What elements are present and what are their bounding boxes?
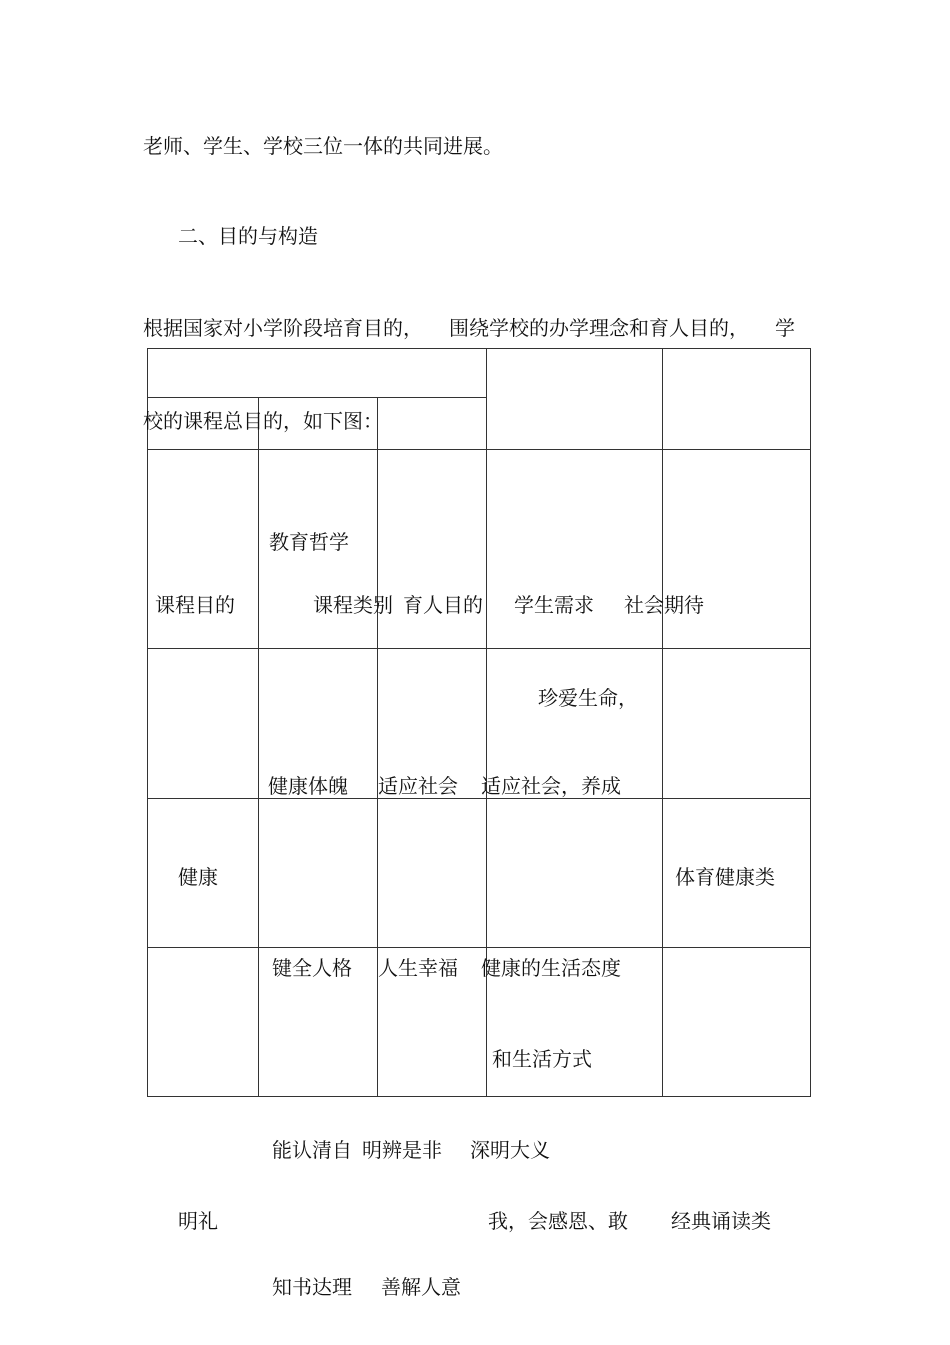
table-line bbox=[147, 449, 811, 450]
student-needs-line-3: 健康的生活态度 bbox=[481, 956, 621, 980]
below-nurture-line-1: 明辨是非 bbox=[362, 1138, 442, 1162]
table-line bbox=[147, 648, 811, 649]
below-student-needs-line-2: 我，会感恩、敢 bbox=[488, 1209, 628, 1233]
table-line bbox=[147, 348, 148, 1097]
table-line bbox=[486, 348, 487, 1097]
goal-health: 健康 bbox=[178, 865, 218, 889]
table-line bbox=[377, 397, 378, 1097]
header-course-goal: 课程目的 bbox=[155, 593, 235, 617]
philosophy-line-2: 键全人格 bbox=[272, 956, 352, 980]
header-society-expectation: 社会期待 bbox=[624, 593, 704, 617]
paragraph-text-3: 学 bbox=[775, 316, 795, 340]
student-needs-line-2: 适应社会，养成 bbox=[481, 774, 621, 798]
table-line bbox=[147, 798, 811, 799]
nurture-line-1: 适应社会 bbox=[378, 774, 458, 798]
section-heading: 二、目的与构造 bbox=[178, 224, 318, 248]
paragraph-text-1: 根据国家对小学阶段培育目的， bbox=[143, 316, 423, 340]
category-sports-health: 体育健康类 bbox=[675, 865, 775, 889]
nurture-line-2: 人生幸福 bbox=[378, 956, 458, 980]
student-needs-line-4: 和生活方式 bbox=[492, 1047, 592, 1071]
philosophy-line-1: 健康体魄 bbox=[268, 774, 348, 798]
below-nurture-line-2: 善解人意 bbox=[381, 1275, 461, 1299]
table-line bbox=[147, 348, 811, 349]
table-line bbox=[258, 397, 259, 1097]
student-needs-line-1: 珍爱生命， bbox=[538, 686, 638, 710]
table-line bbox=[147, 947, 811, 948]
below-philosophy-line-1: 能认清自 bbox=[272, 1138, 352, 1162]
table-line bbox=[662, 348, 663, 1097]
header-nurture-goal: 育人目的 bbox=[403, 593, 483, 617]
header-education-philosophy: 教育哲学 bbox=[269, 530, 349, 554]
table-line bbox=[810, 348, 811, 1097]
below-philosophy-line-2: 知书达理 bbox=[272, 1275, 352, 1299]
header-course-category: 课程类别 bbox=[313, 593, 393, 617]
paragraph-continuation: 老师、学生、学校三位一体的共同进展。 bbox=[143, 134, 503, 158]
below-category: 经典诵读类 bbox=[671, 1209, 771, 1233]
header-student-needs: 学生需求 bbox=[514, 593, 594, 617]
below-student-needs-line-1: 深明大义 bbox=[470, 1138, 550, 1162]
paragraph-text-2: 围绕学校的办学理念和育人目的， bbox=[449, 316, 749, 340]
table-line bbox=[147, 397, 487, 398]
paragraph-text-4: 校的课程总目的，如下图： bbox=[143, 409, 383, 433]
below-goal: 明礼 bbox=[178, 1209, 218, 1233]
table-line bbox=[147, 1096, 811, 1097]
